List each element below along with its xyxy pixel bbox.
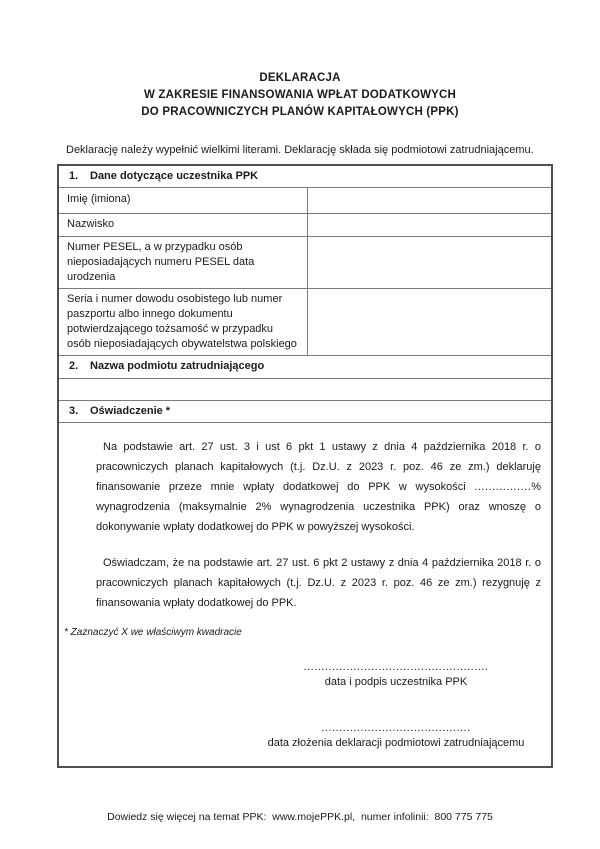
section-2-number: 2.	[69, 359, 79, 372]
submission-date-label: data złożenia deklaracji podmiotowi zatrudniającemu	[267, 736, 525, 749]
participant-signature-line[interactable]: ....................................................	[303, 660, 489, 673]
ppk-form-table	[57, 164, 553, 768]
section-2-title: Nazwa podmiotu zatrudniającego	[90, 359, 265, 372]
participant-signature-label: data i podpis uczestnika PPK	[324, 675, 468, 688]
section-1-title: Dane dotyczące uczestnika PPK	[90, 170, 259, 182]
page-title	[0, 70, 600, 121]
section-2-header	[58, 355, 552, 378]
section-3-header-row	[58, 400, 552, 422]
declaration-content-cell	[58, 422, 552, 767]
declaration-paragraph-2: Oświadczam, że na podstawie art. 27 ust. 6 pkt 2 ustawy z dnia 4 października 2018 r. o pracowniczych planach kapitałowych (t.j. Dz.U. z 2023 r. poz. 46 ze zm.) rezygnuję z finansowania wpłaty dodatkowej do PPK.	[96, 556, 541, 609]
section-1-header-row	[58, 165, 552, 187]
footnote: * Zaznaczyć X we właściwym kwadracie	[64, 626, 242, 638]
declaration-row	[58, 422, 552, 767]
field-label-last-name: Nazwisko	[58, 213, 307, 236]
table-row	[58, 236, 552, 288]
id-document-input-cell[interactable]	[307, 288, 552, 355]
employer-name-input-cell[interactable]	[58, 378, 552, 400]
intro-note: Deklarację należy wypełnić wielkimi literami. Deklarację składa się podmiotowi zatrudniającemu.	[66, 144, 534, 156]
last-name-input-cell[interactable]	[307, 213, 552, 236]
paragraph-1-text-before: Na podstawie art. 27 ust. 3 i ust 6 pkt 1 ustawy z dnia 4 października 2018 r. o pracowniczych planach kapitałowych (t.j. Dz.U. z 2023 r. poz. 46 ze zm.) deklaruję finansowanie przeze mnie wpłaty dodatkowej do PPK w wysokości	[96, 440, 541, 493]
participant-signature-block	[246, 661, 546, 689]
field-label-id-document: Seria i numer dowodu osobistego lub numer paszportu albo innego dokumentu potwierdzającego tożsamość w przypadku osób nieposiadających obywatelstwa polskiego	[58, 288, 307, 355]
title-line-2: W ZAKRESIE FINANSOWANIA WPŁAT DODATKOWYCH	[143, 89, 457, 101]
percentage-blank-field[interactable]: ................	[474, 480, 532, 493]
pesel-input-cell[interactable]	[307, 236, 552, 288]
section-3-number: 3.	[69, 404, 79, 417]
section-3-header	[58, 400, 552, 422]
paragraph-1-text-after: % wynagrodzenia (maksymalnie 2% wynagrodzenia uczestnika PPK) oraz wnoszę o dokonywanie wpłaty dodatkowej do PPK w powyższej wysokości.	[96, 480, 541, 533]
field-label-first-name: Imię (imiona)	[58, 187, 307, 213]
title-line-1: DEKLARACJA	[259, 72, 341, 84]
table-row	[58, 213, 552, 236]
section-2-header-row	[58, 355, 552, 378]
table-row	[58, 288, 552, 355]
section-1-number: 1.	[69, 170, 79, 182]
title-line-3: DO PRACOWNICZYCH PLANÓW KAPITAŁOWYCH (PPK)	[141, 106, 459, 118]
section-3-title: Oświadczenie *	[90, 404, 171, 417]
footer-info: Dowiedz się więcej na temat PPK: www.mojePPK.pl, numer infolinii: 800 775 775	[107, 811, 493, 823]
submission-date-line[interactable]: ..........................................	[321, 721, 471, 734]
submission-date-block	[246, 722, 546, 750]
section-1-header	[58, 165, 552, 187]
field-label-pesel: Numer PESEL, a w przypadku osób nieposiadających numeru PESEL data urodzenia	[58, 236, 307, 288]
first-name-input-cell[interactable]	[307, 187, 552, 213]
table-row	[58, 187, 552, 213]
employer-name-row	[58, 378, 552, 400]
declaration-paragraph-1	[96, 437, 541, 537]
